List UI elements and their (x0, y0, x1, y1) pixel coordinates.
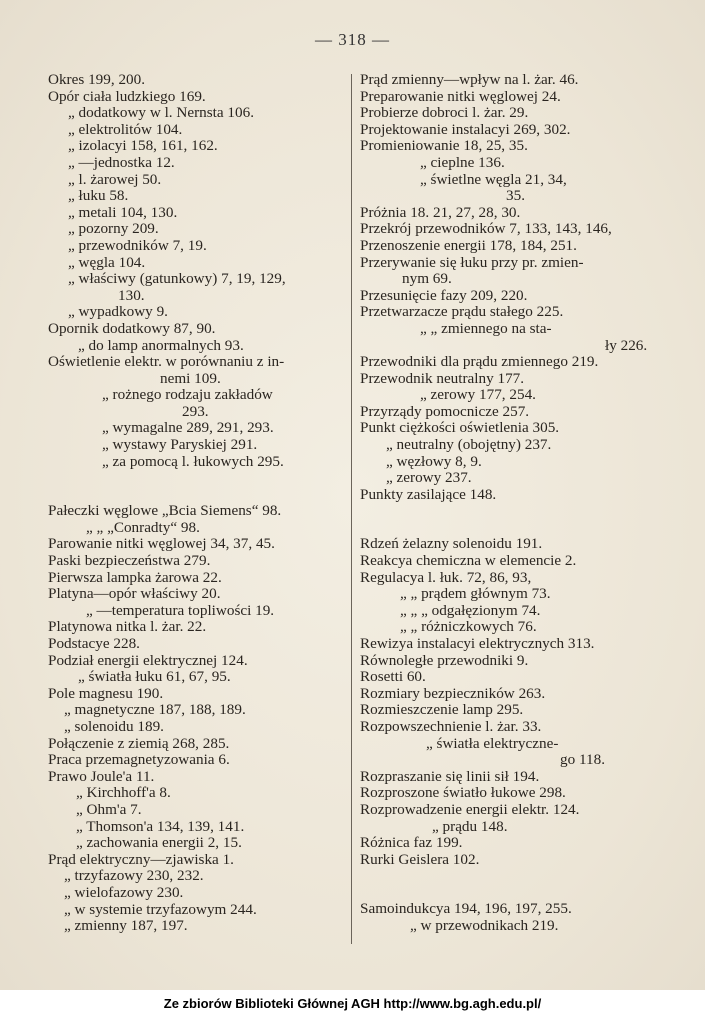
index-entry: Różnica faz 199. (360, 834, 463, 852)
index-entry: Oświetlenie elektr. w porównaniu z in- (48, 353, 285, 371)
index-entry: Promieniowanie 18, 25, 35. (360, 137, 528, 155)
index-entry: nym 69. (402, 270, 452, 288)
column-divider (351, 74, 352, 944)
index-entry: Samoindukcya 194, 196, 197, 255. (360, 900, 572, 918)
index-entry: Paski bezpieczeństwa 279. (48, 552, 211, 570)
index-entry: Przetwarzacze prądu stałego 225. (360, 303, 564, 321)
index-entry: „ wymagalne 289, 291, 293. (102, 419, 274, 437)
index-entry: „ „ „Conradty“ 98. (86, 518, 200, 536)
index-entry: „ zerowy 177, 254. (420, 386, 536, 404)
index-entry: Przyrządy pomocnicze 257. (360, 402, 530, 420)
index-entry: „ „ „ odgałęzionym 74. (400, 601, 541, 619)
index-entry: „ zachowania energii 2, 15. (76, 834, 242, 852)
index-entry: „ Kirchhoff'a 8. (76, 784, 171, 802)
index-entry: Pierwsza lampka żarowa 22. (48, 568, 222, 586)
index-entry: „ dodatkowy w l. Nernsta 106. (68, 104, 255, 122)
index-entry: Rozmiary bezpieczników 263. (360, 684, 546, 702)
index-entry: „ wypadkowy 9. (68, 303, 168, 321)
index-entry: „ trzyfazowy 230, 232. (64, 867, 204, 885)
index-entry: Rozpraszanie się linii sił 194. (360, 767, 540, 785)
index-entry: „ świetlne węgla 21, 34, (420, 170, 567, 188)
index-entry: Regulacya l. łuk. 72, 86, 93, (360, 568, 532, 586)
index-entry: Probierze dobroci l. żar. 29. (360, 104, 529, 122)
index-entry: nemi 109. (160, 369, 221, 387)
index-entry: „ węgla 104. (68, 253, 146, 271)
index-entry: „ metali 104, 130. (68, 203, 178, 221)
index-entry: Rosetti 60. (360, 668, 426, 686)
section-gap (360, 868, 660, 901)
index-entry: Platyna—opór właściwy 20. (48, 585, 221, 603)
index-entry: Okres 199, 200. (48, 71, 146, 88)
index-entry: Prąd zmienny—wpływ na l. żar. 46. (360, 71, 579, 88)
index-entry: Podstacye 228. (48, 635, 140, 652)
index-entry: Próżnia 18. 21, 27, 28, 30. (360, 203, 521, 221)
index-entry: „ węzłowy 8, 9. (386, 452, 482, 470)
index-entry: Reakcya chemiczna w elemencie 2. (360, 552, 577, 570)
index-entry: „ Ohm'a 7. (76, 800, 142, 818)
index-entry: Preparowanie nitki węglowej 24. (360, 87, 561, 105)
index-entry: „ „ różniczkowych 76. (400, 618, 537, 636)
index-entry: Przerywanie się łuku przy pr. zmien- (360, 253, 584, 271)
index-entry: „ „ zmiennego na sta- (420, 319, 552, 337)
index-entry: Punkt ciężkości oświetlenia 305. (360, 419, 560, 437)
index-entry: Przenoszenie energii 178, 184, 251. (360, 236, 577, 254)
index-entry: „ łuku 58. (68, 187, 129, 205)
index-entry: Parowanie nitki węglowej 34, 37, 45. (48, 535, 275, 553)
index-entry: Rewizya instalacyi elektrycznych 313. (360, 635, 595, 652)
index-entry: „ l. żarowej 50. (68, 170, 162, 188)
index-entry: „ w przewodnikach 219. (410, 916, 559, 934)
index-entry: „ —jednostka 12. (68, 153, 175, 171)
index-entry: Rdzeń żelazny solenoidu 191. (360, 535, 543, 553)
index-entry: 35. (506, 187, 525, 205)
index-entry: Projektowanie instalacyi 269, 302. (360, 120, 571, 138)
index-entry: Praca przemagnetyzowania 6. (48, 751, 230, 769)
index-entry: „ elektrolitów 104. (68, 120, 183, 138)
index-entry: Opór ciała ludzkiego 169. (48, 87, 206, 105)
index-entry: Prawo Joule'a 11. (48, 767, 155, 785)
index-entry: Platynowa nitka l. żar. 22. (48, 618, 207, 636)
index-entry: Rozpowszechnienie l. żar. 33. (360, 717, 542, 735)
index-column-left (48, 72, 348, 935)
index-entry: „ prądu 148. (432, 817, 508, 835)
index-entry: „ solenoidu 189. (64, 717, 164, 735)
index-entry: ły 226. (605, 336, 648, 354)
index-entry: „ cieplne 136. (420, 153, 505, 171)
index-entry: „ w systemie trzyfazowym 244. (64, 900, 257, 918)
index-entry: „ zerowy 237. (386, 469, 472, 487)
index-entry: 130. (118, 286, 145, 304)
library-footer: Ze zbiorów Biblioteki Głównej AGH http://www.bg.agh.edu.pl/ (163, 996, 542, 1011)
index-entry: go 118. (560, 751, 605, 769)
index-entry: „ „ prądem głównym 73. (400, 585, 551, 603)
index-entry: „ światła elektryczne- (426, 734, 559, 752)
index-entry: Rozprowadzenie energii elektr. 124. (360, 800, 580, 818)
index-entry: „ wystawy Paryskiej 291. (102, 436, 258, 454)
index-entry: Prąd elektryczny—zjawiska 1. (48, 850, 234, 868)
index-entry: Równoległe przewodniki 9. (360, 651, 529, 669)
index-entry: „ wielofazowy 230. (64, 883, 184, 901)
index-entry: 293. (182, 402, 209, 420)
index-entry: „ magnetyczne 187, 188, 189. (64, 701, 246, 719)
index-entry: „ właściwy (gatunkowy) 7, 19, 129, (68, 270, 286, 288)
index-entry: „ zmienny 187, 197. (64, 917, 188, 935)
index-entry: „ światła łuku 61, 67, 95. (78, 668, 231, 686)
section-gap (48, 470, 348, 503)
index-entry: „ pozorny 209. (68, 220, 159, 238)
index-entry: Przesunięcie fazy 209, 220. (360, 286, 528, 304)
section-gap (360, 503, 660, 536)
index-entry: „ przewodników 7, 19. (68, 236, 207, 254)
index-entry: Rozmieszczenie lamp 295. (360, 701, 524, 719)
index-entry: Przewodnik neutralny 177. (360, 369, 525, 387)
index-column-right (360, 72, 660, 935)
index-entry: „ Thomson'a 134, 139, 141. (76, 817, 245, 835)
index-entry: Rurki Geislera 102. (360, 850, 480, 868)
index-entry: Pałeczki węglowe „Bcia Siemens“ 98. (48, 502, 282, 520)
index-entry: Połączenie z ziemią 268, 285. (48, 734, 230, 752)
index-entry: „ —temperatura topliwości 19. (86, 601, 275, 619)
index-entry: Pole magnesu 190. (48, 684, 164, 702)
page-number: — 318 — (315, 30, 390, 49)
index-entry: Przekrój przewodników 7, 133, 143, 146, (360, 220, 612, 238)
index-entry: „ do lamp anormalnych 93. (78, 336, 244, 354)
index-entry: Rozproszone światło łukowe 298. (360, 784, 566, 802)
index-entry: Punkty zasilające 148. (360, 485, 497, 503)
index-entry: „ izolacyi 158, 161, 162. (68, 137, 218, 155)
index-entry: „ neutralny (obojętny) 237. (386, 436, 552, 454)
index-entry: Opornik dodatkowy 87, 90. (48, 319, 216, 337)
index-entry: Podział energii elektrycznej 124. (48, 651, 248, 669)
index-entry: „ za pomocą l. łukowych 295. (102, 452, 284, 470)
index-entry: „ rożnego rodzaju zakładów (102, 386, 273, 404)
index-entry: Przewodniki dla prądu zmiennego 219. (360, 353, 599, 371)
